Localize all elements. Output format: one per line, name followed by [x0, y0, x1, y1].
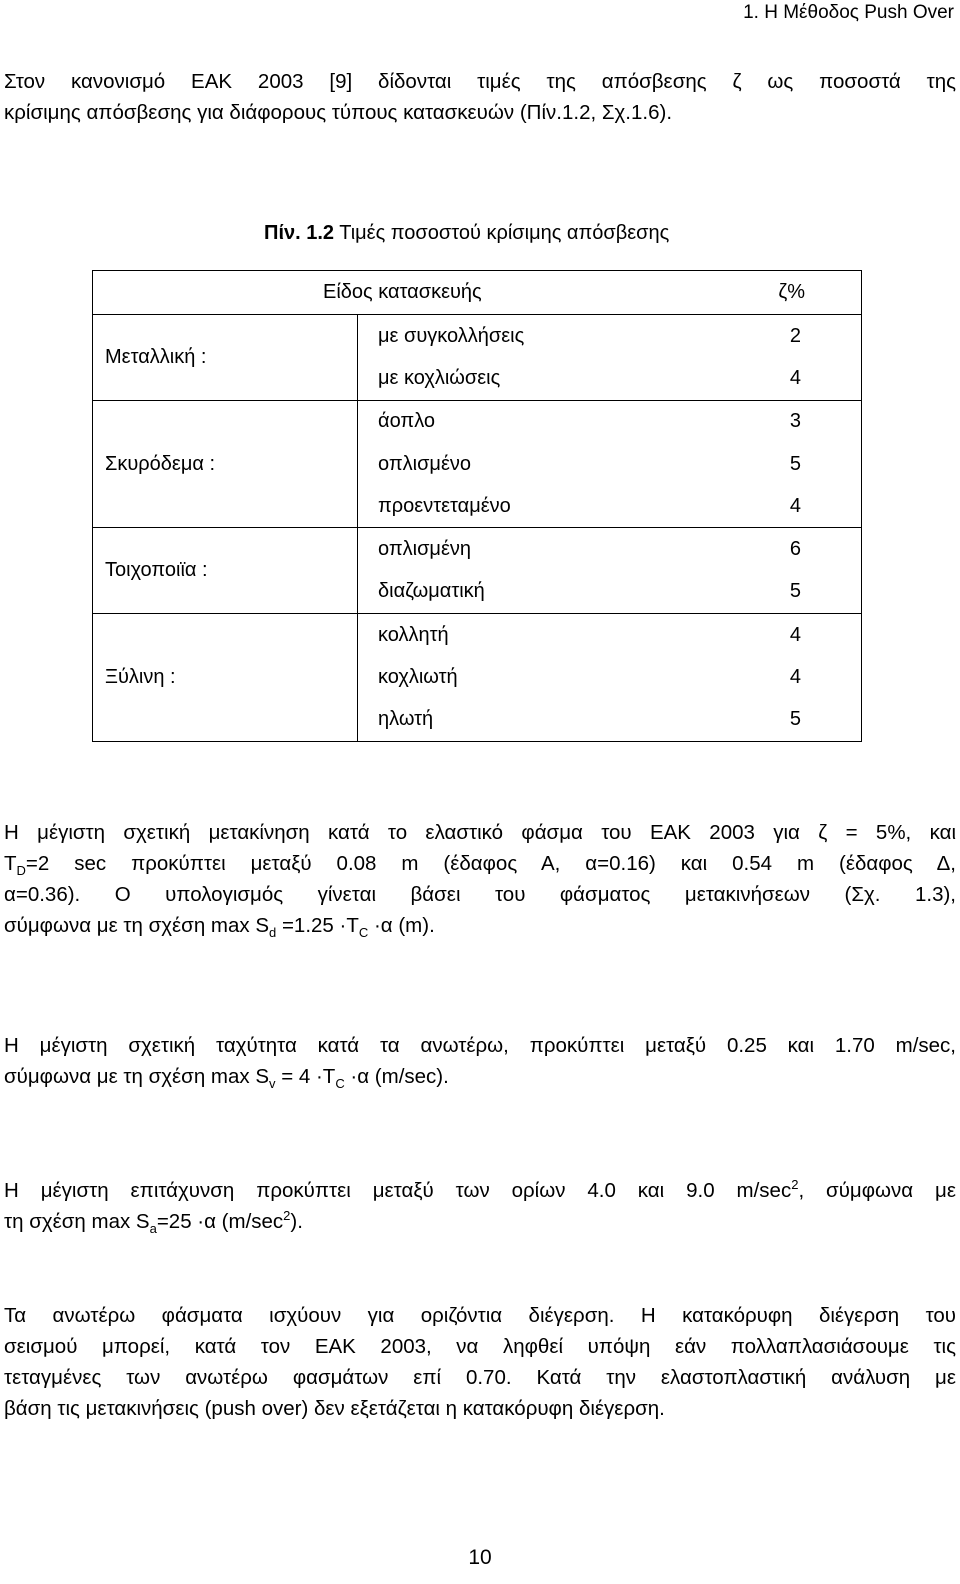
- text-run: =25 ·α (m/sec: [156, 1210, 284, 1233]
- table-header-row: [93, 271, 862, 315]
- text-line: σεισμού μπορεί, κατά τον ΕΑΚ 2003, να ληφθεί υπόψη εάν πολλαπλασιάσουμε τις: [4, 1335, 956, 1358]
- group-label: Ξύλινη :: [93, 614, 358, 742]
- type-cell: με κοχλιώσεις: [358, 357, 694, 400]
- type-cell: οπλισμένη: [378, 538, 471, 561]
- zeta-cell: 6: [694, 528, 862, 571]
- running-header: 1. Η Μέθοδος Push Over: [743, 2, 954, 23]
- text-line: Η μέγιστη σχετική μετακίνηση κατά το ελαστικό φάσμα του ΕΑΚ 2003 για ζ = 5%, και: [4, 821, 956, 844]
- displacement-paragraph: [4, 817, 956, 941]
- text-run: Η μέγιστη επιτάχυνση προκύπτει μεταξύ των ορίων 4.0 και 9.0 m/sec: [4, 1179, 792, 1202]
- zeta-cell: 4: [694, 614, 862, 657]
- text-run: σύμφωνα με τη σχέση max S: [4, 914, 270, 937]
- table-row: [93, 528, 862, 571]
- subscript: D: [16, 863, 26, 879]
- subscript: C: [358, 925, 369, 941]
- header-type: Είδος κατασκευής: [93, 271, 694, 315]
- superscript: 2: [791, 1177, 799, 1193]
- text-line: [4, 1175, 956, 1206]
- subscript: v: [269, 1076, 276, 1092]
- zeta-cell: 4: [694, 656, 862, 698]
- table-row: [93, 315, 862, 358]
- text-line: βάση τις μετακινήσεις (push over) δεν εξετάζεται η κατακόρυφη διέγερση.: [4, 1397, 665, 1420]
- table-row: [93, 400, 862, 443]
- text-line: Η μέγιστη σχετική ταχύτητα κατά τα ανωτέρω, προκύπτει μεταξύ 0.25 και 1.70 m/sec,: [4, 1034, 956, 1057]
- table-caption-text: Τιμές ποσοστού κρίσιμης απόσβεσης: [334, 222, 670, 244]
- group-label: Τοιχοποιϊα :: [93, 528, 358, 614]
- text-line: [4, 910, 956, 941]
- text-line: [4, 1061, 956, 1092]
- superscript: 2: [283, 1208, 291, 1224]
- text-line: τεταγμένες των ανωτέρω φασμάτων επί 0.70. Κατά την ελαστοπλαστική ανάλυση με: [4, 1366, 956, 1389]
- table-caption-label: Πίν. 1.2: [264, 222, 335, 244]
- type-cell: κολλητή: [378, 623, 449, 646]
- velocity-paragraph: [4, 1030, 956, 1092]
- zeta-cell: 4: [694, 357, 862, 400]
- zeta-cell: 5: [694, 443, 862, 485]
- text-run: = 4 ·T: [275, 1065, 336, 1088]
- header-zeta: ζ%: [694, 271, 862, 315]
- zeta-cell: 4: [694, 485, 862, 528]
- table-row: [93, 614, 862, 657]
- text-run: , σύμφωνα με: [798, 1179, 956, 1202]
- type-cell: άοπλο: [378, 410, 436, 433]
- vertical-excitation-paragraph: [4, 1300, 956, 1424]
- intro-paragraph: [4, 66, 956, 128]
- zeta-cell: 5: [694, 699, 862, 742]
- text-run: σύμφωνα με τη σχέση max S: [4, 1065, 270, 1088]
- text-line: α=0.36). Ο υπολογισμός γίνεται βάσει του φάσματος μετακινήσεων (Σχ. 1.3),: [4, 883, 956, 906]
- zeta-cell: 3: [694, 400, 862, 443]
- text-run: ·α (m).: [368, 914, 435, 937]
- text-line: [4, 848, 956, 879]
- type-cell: ηλωτή: [358, 699, 694, 742]
- type-cell: οπλισμένο: [378, 452, 471, 475]
- text-run: =2 sec προκύπτει μεταξύ 0.08 m (έδαφος Α, α=0.16) και 0.54 m (έδαφος Δ,: [25, 852, 956, 875]
- type-cell: διαζωματική: [358, 571, 694, 614]
- table-caption: [264, 222, 669, 245]
- type-cell: κοχλιωτή: [378, 666, 458, 689]
- type-cell: προεντεταμένο: [358, 485, 694, 528]
- type-cell: με συγκολλήσεις: [378, 324, 525, 347]
- text-run: =1.25 ·T: [276, 914, 359, 937]
- group-label: Μεταλλική :: [93, 315, 358, 401]
- zeta-cell: 5: [694, 571, 862, 614]
- subscript: C: [335, 1076, 345, 1092]
- text-line: [4, 1206, 956, 1237]
- text-line: Στον κανονισμό ΕΑΚ 2003 [9] δίδονται τιμές της απόσβεσης ζ ως ποσοστά της: [4, 70, 956, 93]
- text-run: τη σχέση max S: [4, 1210, 150, 1233]
- subscript: a: [149, 1221, 157, 1237]
- text-line: Τα ανωτέρω φάσματα ισχύουν για οριζόντια διέγερση. Η κατακόρυφη διέγερση του: [4, 1304, 956, 1327]
- page-number: 10: [468, 1546, 492, 1569]
- group-label: Σκυρόδεμα :: [93, 400, 358, 528]
- acceleration-paragraph: [4, 1175, 956, 1237]
- subscript: d: [269, 925, 277, 941]
- text-run: ·α (m/sec).: [344, 1065, 449, 1088]
- text-line: κρίσιμης απόσβεσης για διάφορους τύπους κατασκευών (Πίν.1.2, Σχ.1.6).: [4, 101, 673, 124]
- text-run: T: [4, 852, 17, 875]
- zeta-cell: 2: [694, 315, 862, 358]
- text-run: ).: [290, 1210, 303, 1233]
- damping-table: [92, 270, 862, 742]
